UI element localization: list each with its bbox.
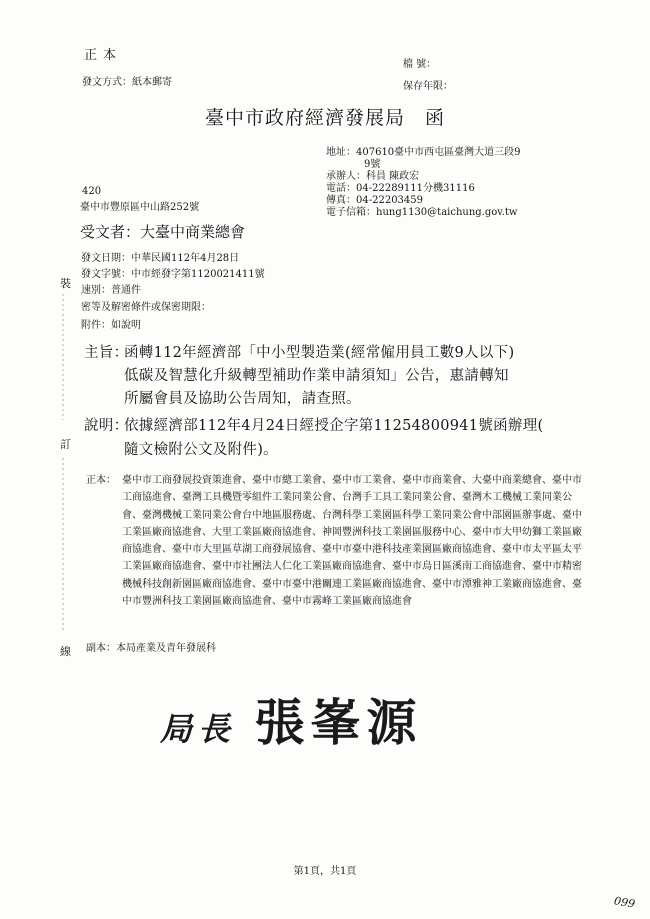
- issue-date: 發文日期：中華民國112年4月28日: [81, 253, 240, 264]
- subject-line: 所屬會員及協助公告周知，請查照。: [124, 391, 361, 407]
- document-number: 發文字號：中市經發字第1120021411號: [81, 269, 265, 280]
- archive-number: 099: [613, 894, 636, 911]
- sender-address: 地址：407610臺中市西屯區臺灣大道三段9: [326, 147, 521, 158]
- subject-line: 低碳及智慧化升級轉型補助作業申請須知」公告，惠請轉知: [124, 368, 509, 384]
- sender-phone: 電話：04-22289111分機31116: [326, 183, 475, 194]
- recipient: 受文者：大臺中商業總會: [80, 223, 246, 241]
- send-method: 發文方式：紙本郵寄: [82, 77, 172, 88]
- urgency-level: 速別：普通件: [81, 285, 141, 296]
- binding-mark: 裝: [60, 277, 71, 290]
- director-signature-stamp: [160, 683, 423, 755]
- sender-address-continued: 9號: [364, 159, 381, 170]
- copy-type-label: 正本: [84, 48, 123, 63]
- binding-margin-line: [56, 270, 70, 670]
- binding-mark: 線: [60, 645, 71, 658]
- file-number-label: 檔 號：: [403, 59, 437, 70]
- distribution-recipients: 臺中市工商發展投資策進會、臺中市總工業會、臺中市工業會、臺中市商業會、大臺中商業總會、臺中市工商協進會、臺灣工具機暨零組件工業同業公會、台灣手工具工業同業公會、臺灣木工機械工業同業公會、臺灣機械工業同業公會台中地區服務處、台灣科學工業園區科學工業同業公會中部園區辦事處、臺中工業區廠商協進會、大里工業區廠商協進會、神岡豐洲科技工業園區服務中心、臺中市大甲幼獅工業區廠商協進會、臺中市大里區草湖工商發展協會、臺中市臺中港科技產業園區廠商協進會、臺中市太平區太平工業區廠商協進會、臺中市社團法人仁化工業區廠商協進會、臺中市烏日區溪南工商協進會、臺中市精密機械科技創新園區廠商協進會、臺中市臺中港關連工業區廠商協進會、臺中市潭雅神工業廠商協進會、臺中市豐洲科技工業園區廠商協進會、臺中市霧峰工業區廠商協進會: [122, 475, 582, 608]
- explanation-line: 隨文檢附公文及附件)。: [124, 442, 278, 458]
- recipient-zip: 420: [82, 186, 102, 197]
- distribution-label: 正本：: [86, 475, 116, 486]
- explanation-label: 說明：: [84, 418, 129, 434]
- attachment-note: 附件：如說明: [81, 320, 141, 331]
- signature-name: 張峯源: [254, 693, 423, 752]
- subject-line: 函轉112年經濟部「中小型製造業(經常僱用員工數9人以下): [124, 345, 515, 361]
- binding-mark: 訂: [60, 438, 71, 451]
- confidentiality-level: 密等及解密條件或保密期限：: [81, 302, 211, 313]
- subject-label: 主旨：: [84, 345, 129, 361]
- sender-handler: 承辦人：科員 陳政宏: [326, 171, 420, 182]
- explanation-line: 依據經濟部112年4月24日經授企字第11254800941號函辦理(: [124, 418, 544, 434]
- recipient-address: 臺中市豐原區中山路252號: [80, 202, 200, 213]
- sender-email: 電子信箱：hung1130@taichung.gov.tw: [326, 207, 518, 218]
- page-number: 第1頁，共1頁: [293, 866, 357, 877]
- retention-period-label: 保存年限：: [403, 81, 453, 92]
- document-title: 臺中市政府經濟發展局 函: [204, 107, 445, 129]
- carbon-copy: 副本：本局產業及青年發展科: [86, 643, 216, 654]
- signature-title: 局長: [160, 710, 237, 748]
- sender-fax: 傳真：04-22203459: [326, 195, 424, 206]
